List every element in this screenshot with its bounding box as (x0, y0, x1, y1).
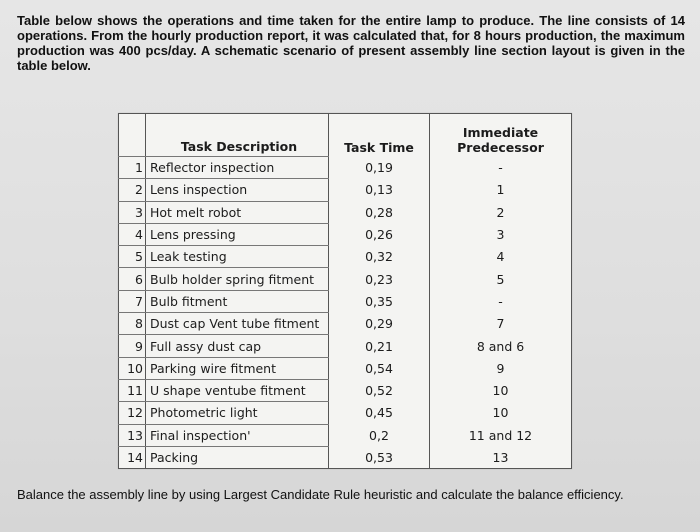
immediate-predecessor: 5 (430, 268, 572, 290)
task-number: 7 (119, 290, 146, 312)
task-number: 14 (119, 446, 146, 468)
header-task-time: Task Time (329, 114, 430, 157)
task-table (118, 113, 572, 469)
task-description: Bulb holder spring fitment (146, 268, 329, 290)
task-time: 0,29 (329, 313, 430, 335)
immediate-predecessor: 3 (430, 223, 572, 245)
task-description: Leak testing (146, 246, 329, 268)
task-time: 0,52 (329, 379, 430, 401)
task-description: Final inspection' (146, 424, 329, 446)
task-number: 3 (119, 201, 146, 223)
table-body (119, 157, 572, 469)
immediate-predecessor: 10 (430, 402, 572, 424)
immediate-predecessor: 11 and 12 (430, 424, 572, 446)
task-time: 0,32 (329, 246, 430, 268)
immediate-predecessor: 1 (430, 179, 572, 201)
table-row (119, 335, 572, 357)
table-row (119, 379, 572, 401)
table-row (119, 223, 572, 245)
task-time: 0,35 (329, 290, 430, 312)
task-time: 0,23 (329, 268, 430, 290)
table-row (119, 290, 572, 312)
task-number: 5 (119, 246, 146, 268)
table-row (119, 357, 572, 379)
task-number: 4 (119, 223, 146, 245)
immediate-predecessor: 7 (430, 313, 572, 335)
task-time: 0,2 (329, 424, 430, 446)
task-description: Parking wire fitment (146, 357, 329, 379)
table-row (119, 246, 572, 268)
task-description: Photometric light (146, 402, 329, 424)
task-description: Lens inspection (146, 179, 329, 201)
task-description: Lens pressing (146, 223, 329, 245)
table-row (119, 446, 572, 468)
immediate-predecessor: - (430, 290, 572, 312)
header-number (119, 114, 146, 157)
task-number: 10 (119, 357, 146, 379)
task-table-container (118, 113, 572, 469)
task-number: 11 (119, 379, 146, 401)
immediate-predecessor: - (430, 157, 572, 179)
table-header-row (119, 114, 572, 157)
header-immediate-predecessor: Immediate Predecessor (430, 114, 572, 157)
task-description: Dust cap Vent tube fitment (146, 313, 329, 335)
task-description: U shape ventube fitment (146, 379, 329, 401)
task-time: 0,28 (329, 201, 430, 223)
task-number: 9 (119, 335, 146, 357)
task-number: 1 (119, 157, 146, 179)
task-description: Hot melt robot (146, 201, 329, 223)
table-row (119, 268, 572, 290)
task-time: 0,53 (329, 446, 430, 468)
task-time: 0,26 (329, 223, 430, 245)
task-number: 13 (119, 424, 146, 446)
header-task-description: Task Description (146, 114, 329, 157)
problem-instruction-text: Balance the assembly line by using Largest Candidate Rule heuristic and calculate the balance efficiency. (17, 487, 624, 502)
task-time: 0,19 (329, 157, 430, 179)
task-number: 12 (119, 402, 146, 424)
immediate-predecessor: 8 and 6 (430, 335, 572, 357)
immediate-predecessor: 4 (430, 246, 572, 268)
task-description: Full assy dust cap (146, 335, 329, 357)
immediate-predecessor: 2 (430, 201, 572, 223)
task-number: 6 (119, 268, 146, 290)
task-time: 0,21 (329, 335, 430, 357)
task-number: 8 (119, 313, 146, 335)
immediate-predecessor: 13 (430, 446, 572, 468)
task-number: 2 (119, 179, 146, 201)
task-description: Bulb fitment (146, 290, 329, 312)
task-time: 0,45 (329, 402, 430, 424)
table-row (119, 201, 572, 223)
immediate-predecessor: 9 (430, 357, 572, 379)
table-row (119, 402, 572, 424)
table-row (119, 313, 572, 335)
problem-intro-text: Table below shows the operations and time taken for the entire lamp to produce. The line consists of 14 operations. From the hourly production report, it was calculated that, for 8 hours production, the maximum production was 400 pcs/day. A schematic scenario of present assembly line section layout is given in the table below. (17, 13, 685, 73)
task-description: Reflector inspection (146, 157, 329, 179)
task-description: Packing (146, 446, 329, 468)
task-time: 0,13 (329, 179, 430, 201)
table-row (119, 179, 572, 201)
table-row (119, 157, 572, 179)
table-row (119, 424, 572, 446)
task-time: 0,54 (329, 357, 430, 379)
immediate-predecessor: 10 (430, 379, 572, 401)
